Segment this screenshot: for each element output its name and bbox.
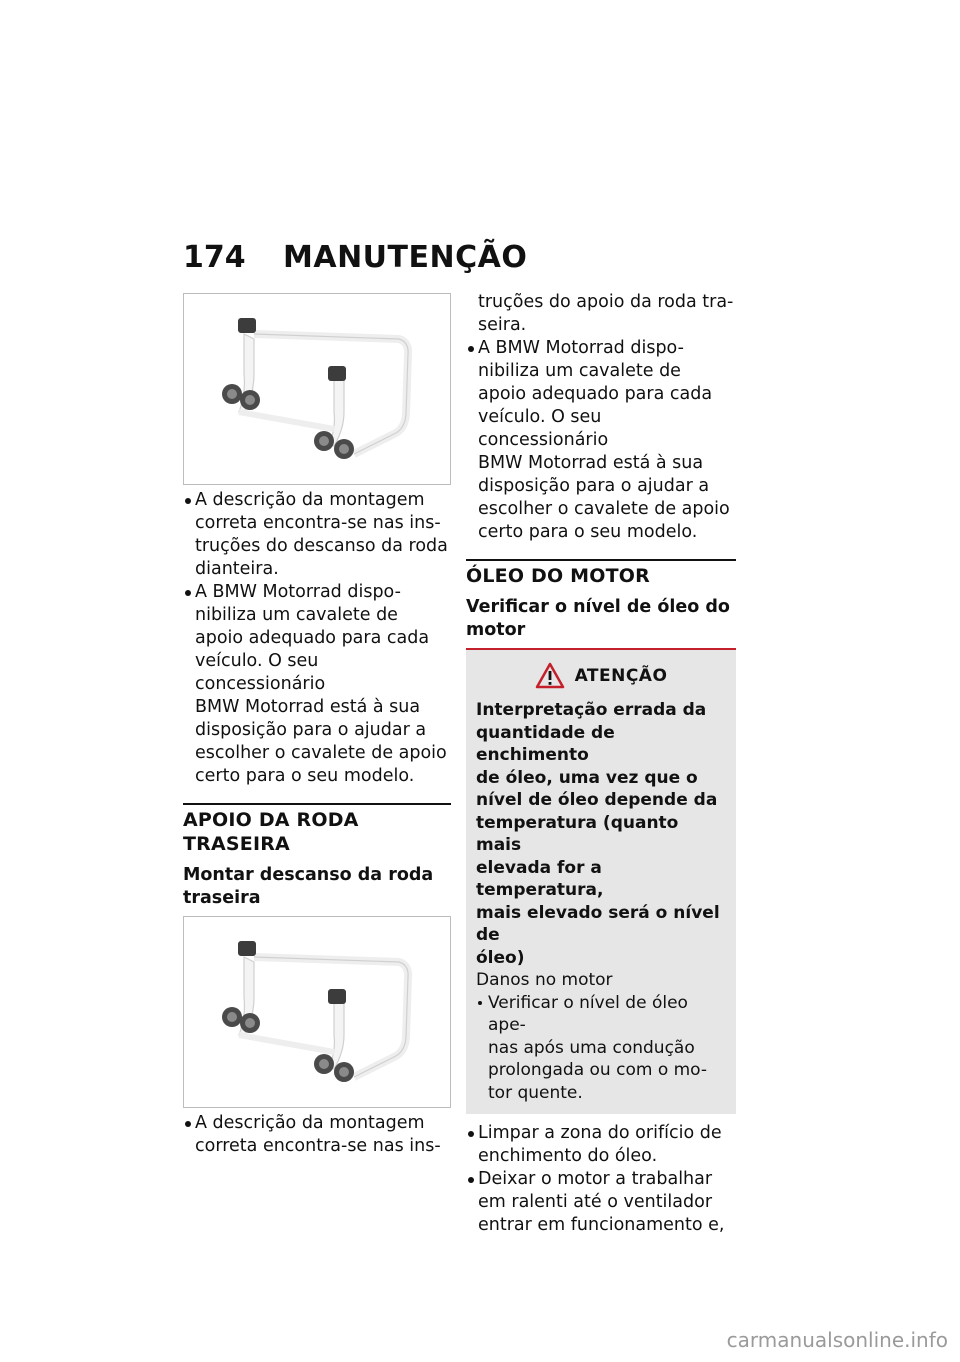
page-number: 174 — [183, 240, 246, 275]
section-heading: MANUTENÇÃO — [283, 240, 528, 275]
oil-check-steps — [466, 1122, 736, 1237]
rear-stand-notes-cont — [466, 291, 736, 544]
list-item: Verificar o nível de óleo ape- nas após uma condução prolongada ou com o mo- tor quente. — [476, 992, 726, 1105]
check-oil-subtitle: Verificar o nível de óleo do motor — [466, 597, 730, 640]
front-stand-figure — [183, 293, 451, 485]
front-stand-notes — [183, 489, 451, 788]
list-item: A BMW Motorrad dispo- nibiliza um cavalete de apoio adequado para cada veículo. O seu concessionário BMW Motorrad está à sua disposição para o ajudar a escolher o cavalete de apoio certo para o seu modelo. — [183, 581, 451, 788]
engine-oil-section-title: ÓLEO DO MOTOR — [466, 559, 736, 588]
stand-illustration — [184, 294, 450, 484]
list-item: A descrição da montagem correta encontra-se nas ins- — [183, 1112, 451, 1158]
list-item: truções do apoio da roda tra- seira. — [478, 292, 734, 335]
rear-stand-notes — [183, 1112, 451, 1158]
warning-actions — [476, 992, 726, 1105]
warning-triangle-icon — [535, 662, 565, 689]
rear-stand-subtitle: Montar descanso da roda traseira — [183, 865, 434, 908]
right-column — [466, 291, 736, 1237]
warning-hazard-text: Interpretação errada da quantidade de enchimento de óleo, uma vez que o nível de óleo depende da temperatura (quanto mais elevada for a temperatura, mais elevado será o nível de óleo) — [476, 700, 720, 968]
stand-illustration — [184, 917, 450, 1107]
left-column — [183, 293, 451, 1158]
list-item: A descrição da montagem correta encontra-se nas ins- truções do descanso da roda dianteira. — [183, 489, 451, 581]
warning-header — [476, 662, 726, 689]
list-item: Limpar a zona do orifício de enchimento do óleo. — [466, 1122, 736, 1168]
warning-label: ATENÇÃO — [574, 665, 668, 686]
warning-consequence: Danos no motor — [476, 970, 613, 990]
warning-box — [466, 648, 736, 1114]
list-item: A BMW Motorrad dispo- nibiliza um cavalete de apoio adequado para cada veículo. O seu concessionário BMW Motorrad está à sua disposição para o ajudar a escolher o cavalete de apoio certo para o seu modelo. — [466, 337, 736, 544]
rear-stand-figure — [183, 916, 451, 1108]
rear-stand-section-title: APOIO DA RODA TRASEIRA — [183, 803, 451, 856]
list-item: Deixar o motor a trabalhar em ralenti até o ventilador entrar em funcionamento e, — [466, 1168, 736, 1237]
watermark: carmanualsonline.info — [726, 1328, 948, 1352]
